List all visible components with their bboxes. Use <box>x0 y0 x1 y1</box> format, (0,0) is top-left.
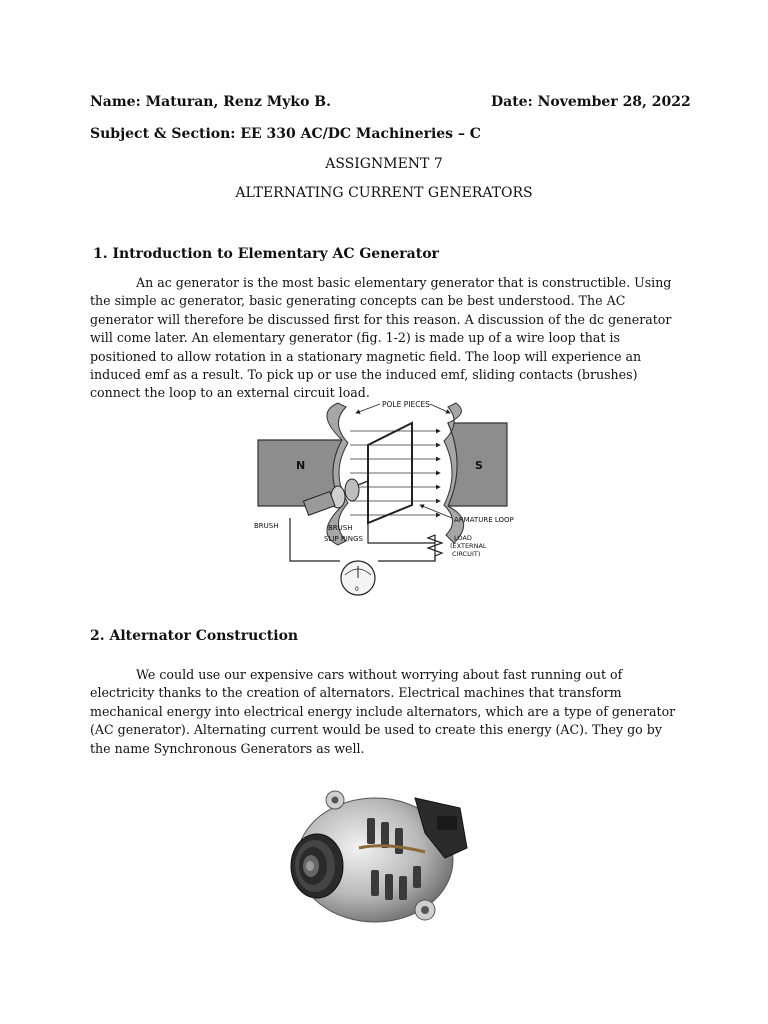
alternator-image <box>275 778 475 940</box>
slip-rings-label: SLIP RINGS <box>324 535 363 543</box>
student-name: Name: Maturan, Renz Myko B. <box>90 94 332 110</box>
brush-label-right: BRUSH <box>328 524 353 532</box>
pole-pieces-label: POLE PIECES <box>382 400 430 409</box>
assignment-number: ASSIGNMENT 7 <box>325 156 443 172</box>
pulley-icon <box>291 834 343 898</box>
load-label-external: (EXTERNAL <box>450 542 487 550</box>
section1-paragraph <box>90 274 678 403</box>
document-title: ALTERNATING CURRENT GENERATORS <box>235 185 533 201</box>
section2-heading: 2. Alternator Construction <box>90 628 299 644</box>
section2-body: We could use our expensive cars without worrying about fast running out of electricity thanks to the creation of alternators. Electrical machines that transform mechanical energy into electrical energy include alternators, which are a type of generator (AC generator). Alternating current would be used to create this energy (AC). They go by the name Synchronous Generators as well. <box>90 667 676 756</box>
load-label: LOAD <box>454 534 472 542</box>
south-label: S <box>475 459 483 472</box>
section2-paragraph <box>90 666 678 758</box>
section1-body: An ac generator is the most basic elementary generator that is constructible. Using the simple ac generator, basic generating concepts can be best understood. The AC generator will therefore be discussed first for this reason. A discussion of the dc generator will come later. An elementary generator (fig. 1-2) is made up of a wire loop that is positioned to allow rotation in a stationary magnetic field. The loop will experience an induced emf as a result. To pick up or use the induced emf, sliding contacts (brushes) connect the loop to an external circuit load. <box>90 275 672 401</box>
section1-heading: 1. Introduction to Elementary AC Generator <box>93 246 439 262</box>
load-label-circuit: CIRCUIT) <box>452 550 481 558</box>
subject-section: Subject & Section: EE 330 AC/DC Machineries – C <box>90 126 481 142</box>
external-circuit-wires <box>290 511 442 561</box>
assignment-date: Date: November 28, 2022 <box>491 94 691 110</box>
north-label: N <box>296 459 306 472</box>
meter-icon <box>341 561 375 595</box>
armature-loop-label: ARMATURE LOOP <box>454 516 514 524</box>
ac-generator-diagram <box>250 393 515 605</box>
brush-label-left: BRUSH <box>254 522 279 530</box>
meter-zero-label: 0 <box>355 586 359 593</box>
